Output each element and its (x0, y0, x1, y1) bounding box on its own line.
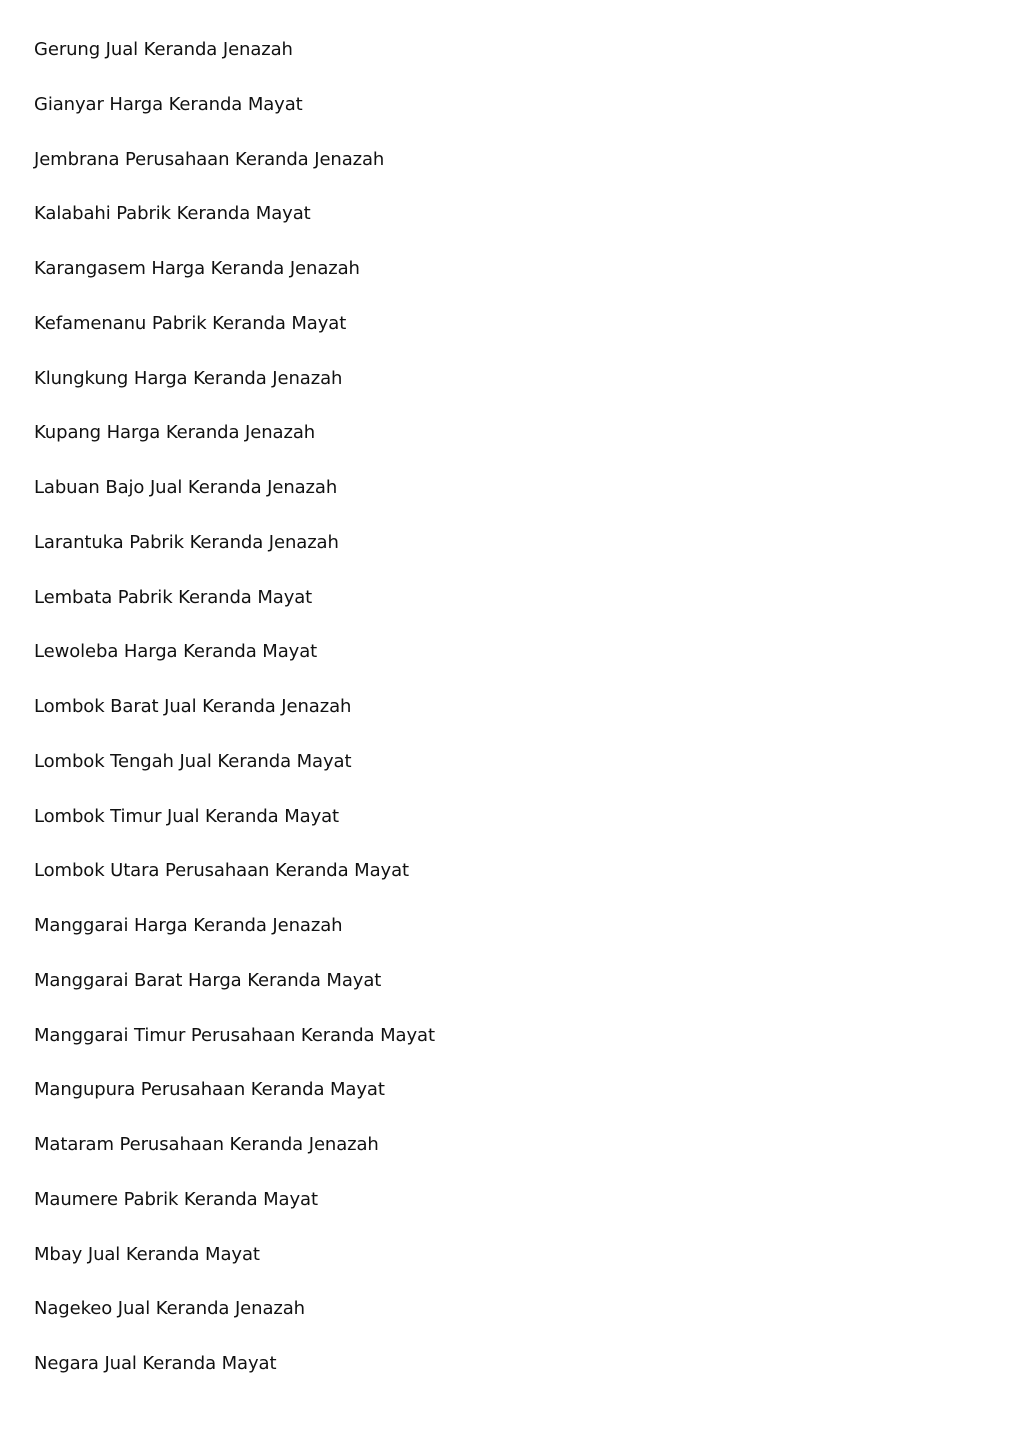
list-item (34, 803, 435, 858)
list-item-link[interactable]: Klungkung Harga Keranda Jenazah (34, 367, 343, 389)
list-item (34, 857, 435, 912)
list-item (34, 146, 435, 201)
list-item-link[interactable]: Kupang Harga Keranda Jenazah (34, 422, 316, 444)
list-item (34, 1350, 435, 1405)
list-item-link[interactable]: Larantuka Pabrik Keranda Jenazah (34, 531, 339, 553)
list-item-link[interactable]: Lewoleba Harga Keranda Mayat (34, 641, 318, 663)
list-item (34, 474, 435, 529)
list-item-link[interactable]: Lombok Timur Jual Keranda Mayat (34, 805, 340, 827)
list-item-link[interactable]: Gianyar Harga Keranda Mayat (34, 93, 303, 115)
list-item-link[interactable]: Gerung Jual Keranda Jenazah (34, 39, 293, 60)
list-item (34, 529, 435, 584)
list-item-link[interactable]: Kefamenanu Pabrik Keranda Mayat (34, 312, 347, 334)
list-item (34, 693, 435, 748)
list-item-link[interactable]: Negara Jual Keranda Mayat (34, 1353, 277, 1374)
list-item-link[interactable]: Labuan Bajo Jual Keranda Jenazah (34, 477, 338, 498)
list-item-link[interactable]: Kalabahi Pabrik Keranda Mayat (34, 203, 311, 225)
list-item (34, 1241, 435, 1296)
list-item-link[interactable]: Mangupura Perusahaan Keranda Mayat (34, 1079, 385, 1101)
list-item-link[interactable]: Jembrana Perusahaan Keranda Jenazah (34, 148, 385, 170)
list-item (34, 912, 435, 967)
list-item-link[interactable]: Karangasem Harga Keranda Jenazah (34, 258, 360, 279)
list-item (34, 1131, 435, 1186)
list-item-link[interactable]: Lembata Pabrik Keranda Mayat (34, 586, 313, 608)
list-item-link[interactable]: Manggarai Harga Keranda Jenazah (34, 915, 343, 936)
list-item (34, 419, 435, 474)
list-item (34, 310, 435, 365)
list-item (34, 200, 435, 255)
list-item-link[interactable]: Lombok Barat Jual Keranda Jenazah (34, 696, 352, 717)
list-item (34, 1076, 435, 1131)
list-item-link[interactable]: Nagekeo Jual Keranda Jenazah (34, 1298, 305, 1320)
list-item (34, 365, 435, 420)
list-item (34, 638, 435, 693)
list-item (34, 36, 435, 91)
list-item-link[interactable]: Lombok Tengah Jual Keranda Mayat (34, 750, 352, 772)
list-item-link[interactable]: Manggarai Barat Harga Keranda Mayat (34, 969, 382, 991)
list-item (34, 584, 435, 639)
list-item-link[interactable]: Maumere Pabrik Keranda Mayat (34, 1188, 318, 1210)
list-item-link[interactable]: Mataram Perusahaan Keranda Jenazah (34, 1134, 379, 1155)
list-item (34, 91, 435, 146)
list-item (34, 1022, 435, 1077)
keyword-link-list (34, 36, 435, 1405)
list-item (34, 1295, 435, 1350)
list-item (34, 748, 435, 803)
list-item-link[interactable]: Manggarai Timur Perusahaan Keranda Mayat (34, 1024, 435, 1046)
list-item (34, 967, 435, 1022)
list-item (34, 1186, 435, 1241)
list-item-link[interactable]: Mbay Jual Keranda Mayat (34, 1243, 260, 1265)
list-item (34, 255, 435, 310)
list-item-link[interactable]: Lombok Utara Perusahaan Keranda Mayat (34, 860, 409, 882)
